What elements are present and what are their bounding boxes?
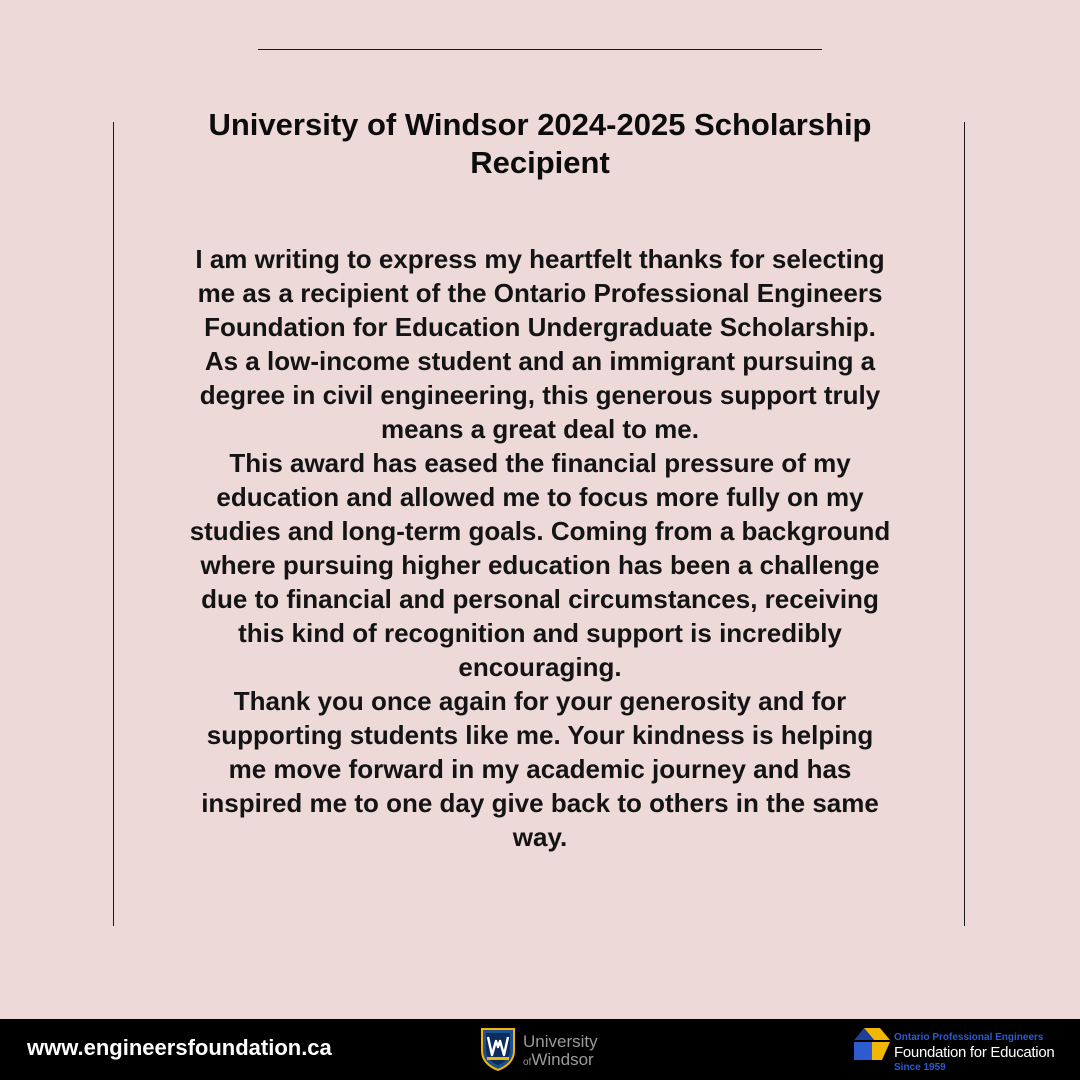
letter-paragraph-1: I am writing to express my heartfelt thanks for selecting me as a recipient of the Ontario Professional Engineers Foundation for Education Undergraduate Scholarship. As a low-income student and an immigrant pursuing a degree in civil engineering, this generous support truly means a great deal to me.	[195, 244, 885, 444]
right-border-line	[964, 122, 965, 926]
uwindsor-shield-icon	[480, 1027, 516, 1071]
page-title: University of Windsor 2024-2025 Scholarship Recipient	[208, 107, 872, 180]
uwindsor-logo-line1: University	[523, 1032, 598, 1051]
uwindsor-logo-of: of	[523, 1057, 532, 1068]
uwindsor-logo-windsor: Windsor	[531, 1050, 594, 1069]
opef-logo-line2: Foundation for Education	[894, 1044, 1055, 1061]
uwindsor-logo-line2	[523, 1051, 594, 1072]
opef-logo	[852, 1024, 1062, 1078]
top-divider	[258, 49, 822, 50]
opef-cube-icon	[852, 1026, 892, 1062]
footer-bar	[0, 1019, 1080, 1080]
letter-body	[170, 242, 910, 854]
left-border-line	[113, 122, 114, 926]
university-of-windsor-logo	[480, 1027, 610, 1073]
opef-logo-line3: Since 1959	[894, 1062, 946, 1073]
letter-paragraph-2: This award has eased the financial pressure of my education and allowed me to focus more fully on my studies and long-term goals. Coming from a background where pursuing higher education has been a challenge due to financial and personal circumstances, receiving this kind of recognition and support is incredibly encouraging.	[189, 448, 891, 682]
website-url[interactable]: www.engineersfoundation.ca	[27, 1035, 332, 1060]
letter-paragraph-3: Thank you once again for your generosity and for supporting students like me. Your kindness is helping me move forward in my academic journey and has inspired me to one day give back to others in the same way.	[201, 686, 879, 852]
opef-logo-line1: Ontario Professional Engineers	[894, 1032, 1044, 1043]
